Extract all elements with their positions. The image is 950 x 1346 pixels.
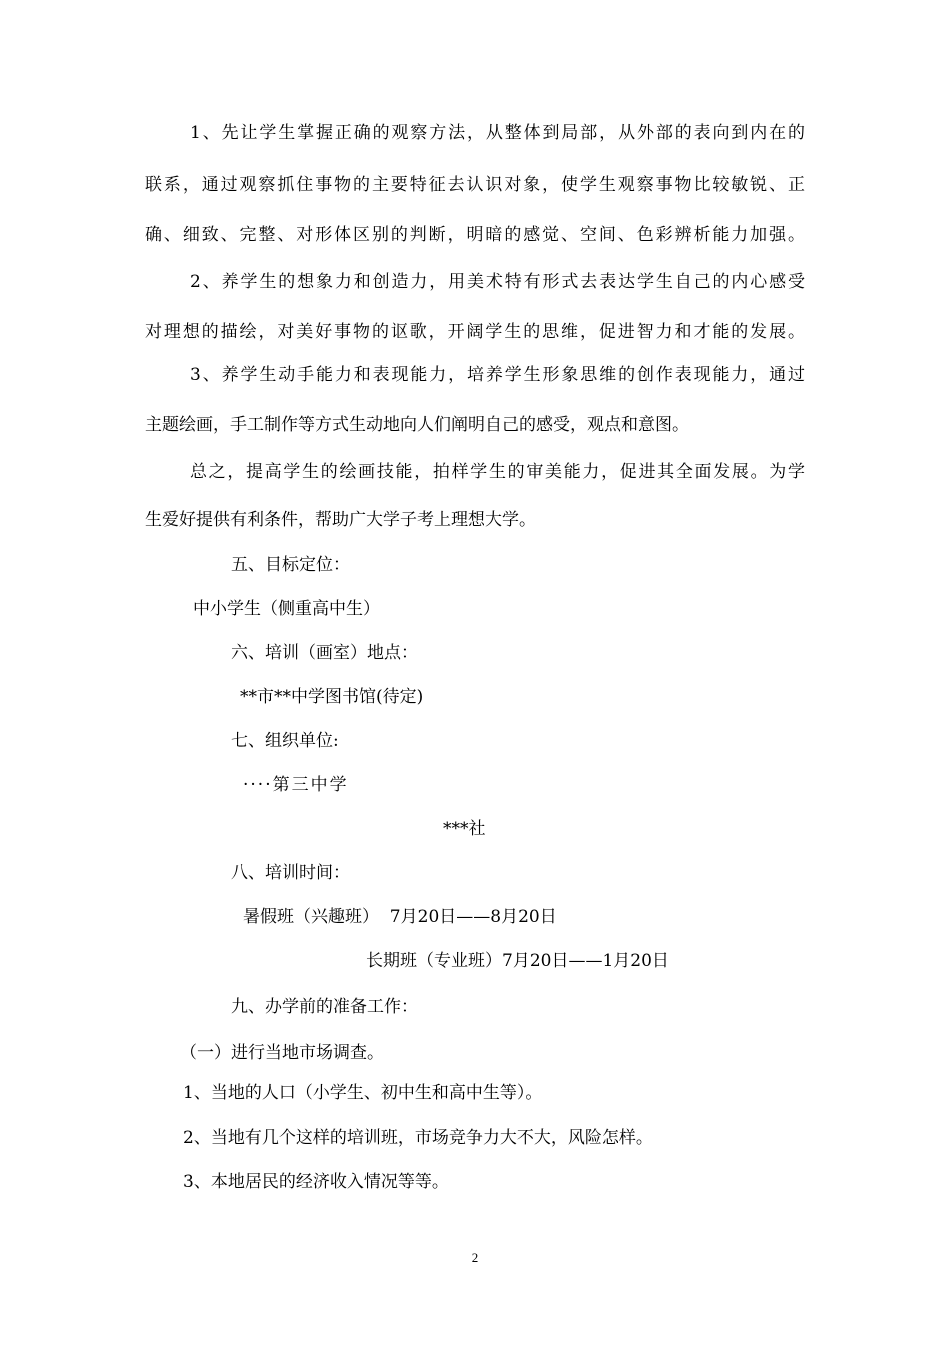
section9-item2: 2、当地有几个这样的培训班，市场竞争力大不大，风险怎样。 — [183, 1128, 653, 1148]
para1-line2: 联系，通过观察抓住事物的主要特征去认识对象，使学生观察事物比较敏锐、正 — [145, 175, 805, 195]
page-number: 2 — [471, 1250, 479, 1265]
section9-sub1: （一）进行当地市场调查。 — [180, 1043, 384, 1063]
section6-heading: 六、培训（画室）地点： — [231, 643, 418, 663]
para1-line1: 1、先让学生掌握正确的观察方法，从整体到局部，从外部的表向到内在的 — [190, 123, 805, 143]
section6-content: **市**中学图书馆(待定) — [240, 687, 424, 707]
section7-org2: ***社 — [443, 819, 486, 839]
section7-heading: 七、组织单位: — [231, 731, 339, 751]
section9-item1: 1、当地的人口（小学生、初中生和高中生等）。 — [183, 1083, 543, 1103]
section5-content: 中小学生（侧重高中生） — [193, 599, 380, 619]
para1-line3: 确、细致、完整、对形体区别的判断，明暗的感觉、空间、色彩辨析能力加强。 — [145, 225, 805, 245]
para2-line2: 对理想的描绘，对美好事物的讴歌，开阔学生的思维，促进智力和才能的发展。 — [145, 322, 805, 342]
para3-line2: 主题绘画，手工制作等方式生动地向人们阐明自己的感受，观点和意图。 — [145, 415, 689, 435]
para4-line2: 生爱好提供有利条件，帮助广大学子考上理想大学。 — [145, 510, 536, 530]
para3-line1: 3、养学生动手能力和表现能力，培养学生形象思维的创作表现能力，通过 — [190, 365, 805, 385]
section8-longterm: 长期班（专业班）7月20日——1月20日 — [366, 951, 669, 971]
section9-heading: 九、办学前的准备工作： — [231, 997, 418, 1017]
section9-item3: 3、本地居民的经济收入情况等等。 — [183, 1172, 449, 1192]
section7-org1: ····第三中学 — [243, 775, 349, 795]
para2-line1: 2、养学生的想象力和创造力，用美术特有形式去表达学生自己的内心感受 — [190, 272, 805, 292]
section8-heading: 八、培训时间： — [231, 863, 350, 883]
section5-heading: 五、目标定位： — [231, 555, 350, 575]
section8-summer: 暑假班（兴趣班） 7月20日——8月20日 — [243, 907, 557, 927]
para4-line1: 总之，提高学生的绘画技能，拍样学生的审美能力，促进其全面发展。为学 — [190, 462, 805, 482]
